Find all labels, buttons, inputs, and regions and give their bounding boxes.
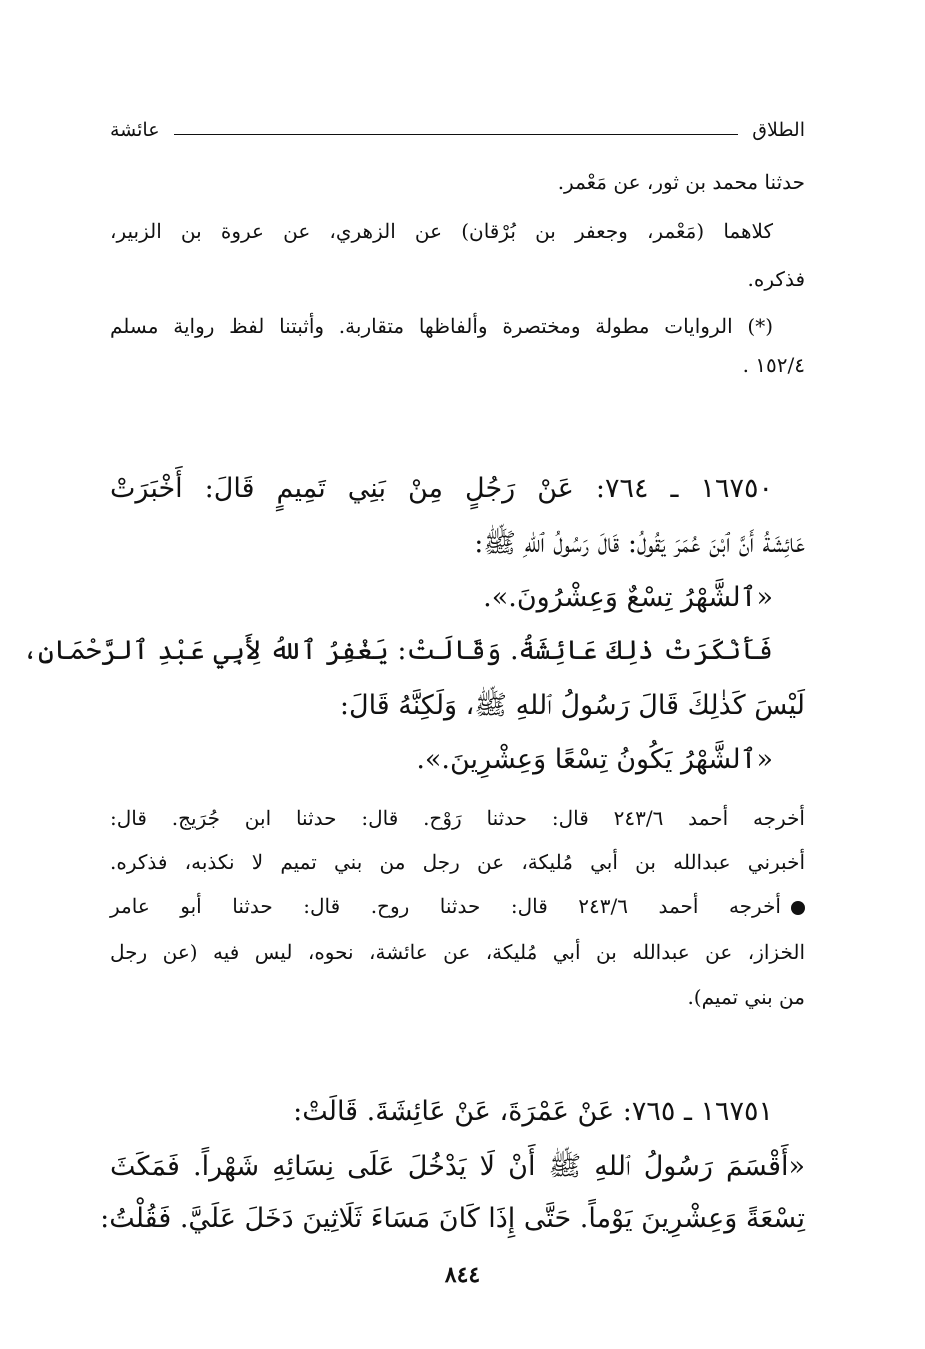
bullet-icon	[791, 901, 805, 915]
text-line: فذكره.	[747, 267, 805, 291]
hadith-text-line: «ٱلشَّهْرُ يَكُونُ تِسْعًا وَعِشْرِينَ.».	[416, 744, 773, 775]
takhrij-line: أخبرني عبدالله بن أبي مُليكة، عن رجل من بني تميم لا نكذبه، فذكره.	[110, 850, 805, 874]
page-number: ٨٤٤	[444, 1262, 481, 1288]
hadith-text-line: لَيْسَ كَذٰلِكَ قَالَ رَسُولُ ٱللهِ ﷺ، وَلَكِنَّهُ قَالَ:	[339, 690, 805, 721]
footnote-line: ١٥٢/٤ .	[742, 353, 805, 377]
hadith-heading: ١٦٧٥١ ـ ٧٦٥: عَنْ عَمْرَةَ، عَنْ عَائِشَةَ. قَالَتْ:	[293, 1096, 773, 1127]
takhrij-line: من بني تميم).	[687, 985, 805, 1009]
hadith-text-line: فَأَنْكَرَتْ ذٰلِكَ عَائِشَةُ. وَقَالَتْ: يَغْفِرُ ٱللهُ لِأَبِي عَبْدِ ٱلرَّحْمَانِ،	[22, 635, 773, 666]
hadith-text-line: «أَقْسَمَ رَسُولُ ٱللهِ ﷺ أَنْ لَا يَدْخُلَ عَلَى نِسَائِهِ شَهْراً. فَمَكَثَ	[110, 1151, 805, 1182]
footnote-line: (*) الروايات مطولة ومختصرة وألفاظها متقاربة. وأثبتنا لفظ رواية مسلم	[110, 314, 773, 338]
hadith-text-line: تِسْعَةً وَعِشْرِينَ يَوْماً. حَتَّى إِذَا كَانَ مَسَاءَ ثَلَاثِينَ دَخَلَ عَلَيَّ. فَقُلْتُ:	[100, 1203, 805, 1234]
hadith-text-line: «ٱلشَّهْرُ تِسْعٌ وَعِشْرُونَ.».	[483, 582, 773, 613]
text-line: حدثنا محمد بن ثور، عن مَعْمر.	[557, 170, 805, 194]
text-line: كلاهما (مَعْمر، وجعفر بن بُرْقان) عن الزهري، عن عروة بن الزبير،	[110, 219, 773, 243]
running-header	[110, 112, 805, 148]
narrator-title: عائشة	[110, 119, 160, 141]
hadith-text-line: عَائِشَةُ أَنَّ ٱبْنَ عُمَرَ يَقُولُ: قَالَ رَسُولُ ٱللهِ ﷺ:	[474, 528, 805, 559]
hadith-heading: ١٦٧٥٠ ـ ٧٦٤: عَنْ رَجُلٍ مِنْ بَنِي تَمِيمٍ قَالَ: أَخْبَرَتْ	[110, 473, 773, 504]
header-rule	[174, 134, 739, 135]
takhrij-line: الخزاز، عن عبدالله بن أبي مُليكة، عن عائشة، نحوه، ليس فيه (عن رجل	[110, 940, 805, 964]
chapter-title: الطلاق	[752, 119, 805, 141]
takhrij-line: أخرجه أحمد ٢٤٣/٦ قال: حدثنا روح. قال: حدثنا أبو عامر	[110, 894, 805, 918]
takhrij-line: أخرجه أحمد ٢٤٣/٦ قال: حدثنا رَوْح. قال: حدثنا ابن جُرَيج. قال:	[110, 806, 805, 830]
